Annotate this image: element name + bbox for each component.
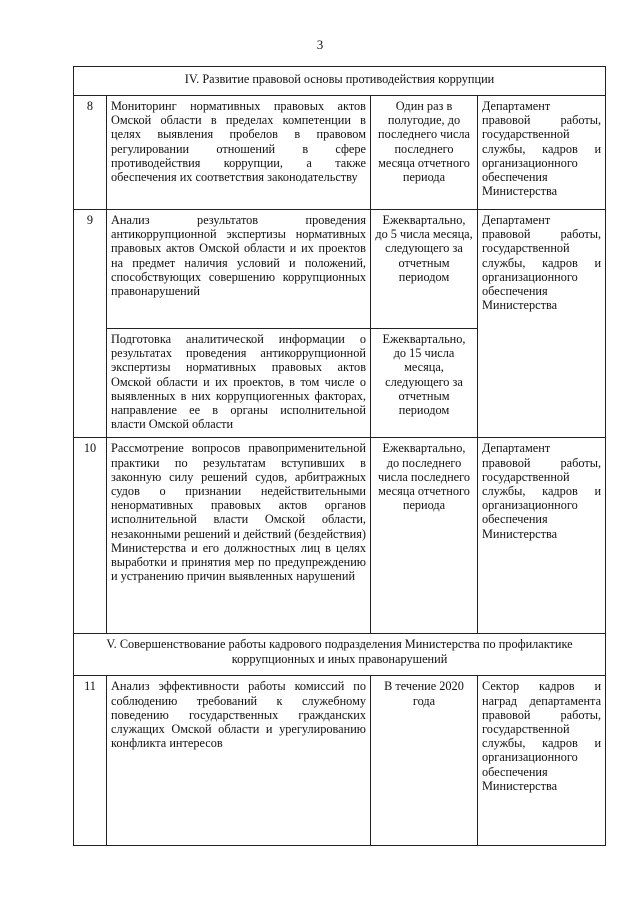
table-row [74, 96, 606, 210]
term-cell: В течение 2020 года [371, 676, 478, 846]
row-number: 8 [74, 96, 107, 210]
row-number: 9 [74, 210, 107, 438]
task-cell: Рассмотрение вопросов правоприменительной практики по результатам вступивших в законную силу решений судов, арбитражных судов о признании недействительными ненормативных правовых актов органов исполнительной власти Омской области, незаконными решений и действий (бездействия) Министерства и его должностных лиц в целях выработки и принятия мер по предупреждению и устранению причин выявленных нарушений [107, 438, 371, 634]
action-plan-table [73, 66, 606, 846]
task-cell: Мониторинг нормативных правовых актов Омской области в пределах компетенции в целях выявления пробелов в правовом регулировании отношений в сфере противодействия коррупции, а также обеспечения их соответствия законодательству [107, 96, 371, 210]
responsible-cell: Департамент правовой работы, государственной службы, кадров и организационного обеспечения Министерства [478, 96, 606, 210]
row-number: 10 [74, 438, 107, 634]
task-cell: Анализ эффективности работы комиссий по соблюдению требований к служебному поведению государственных гражданских служащих Омской области и урегулированию конфликта интересов [107, 676, 371, 846]
responsible-cell: Департамент правовой работы, государственной службы, кадров и организационного обеспечения Министерства [478, 210, 606, 438]
page-number: 3 [316, 37, 324, 52]
table-row [74, 438, 606, 634]
responsible-cell: Сектор кадров и наград департамента правовой работы, государственной службы, кадров и организационного обеспечения Министерства [478, 676, 606, 846]
row-number: 11 [74, 676, 107, 846]
sub-term-cell: Ежеквартально, до 15 числа месяца, следующего за отчетным периодом [371, 329, 478, 438]
term-cell: Ежеквартально, до последнего числа последнего месяца отчетного периода [371, 438, 478, 634]
term-cell: Ежеквартально, до 5 числа месяца, следующего за отчетным периодом [371, 210, 478, 329]
responsible-cell: Департамент правовой работы, государственной службы, кадров и организационного обеспечения Министерства [478, 438, 606, 634]
sub-task-cell: Подготовка аналитической информации о результатах проведения антикоррупционной экспертизы нормативных правовых актов Омской области и их проектов, в том числе о выявленных в них коррупциогенных факторах, направление ее в органы исполнительной власти Омской области [107, 329, 371, 438]
table-row [74, 676, 606, 846]
section-title-v: V. Совершенствование работы кадрового подразделения Министерства по профилактике коррупционных и иных правонарушений [74, 634, 606, 676]
table-row [74, 210, 606, 329]
section-title-iv: IV. Развитие правовой основы противодействия коррупции [74, 67, 606, 96]
section-header-row [74, 634, 606, 676]
section-header-row [74, 67, 606, 96]
task-cell: Анализ результатов проведения антикоррупционной экспертизы нормативных правовых актов Омской области и их проектов на предмет наличия условий и положений, способствующих совершению коррупционных правонарушений [107, 210, 371, 329]
term-cell: Один раз в полугодие, до последнего числа последнего месяца отчетного периода [371, 96, 478, 210]
